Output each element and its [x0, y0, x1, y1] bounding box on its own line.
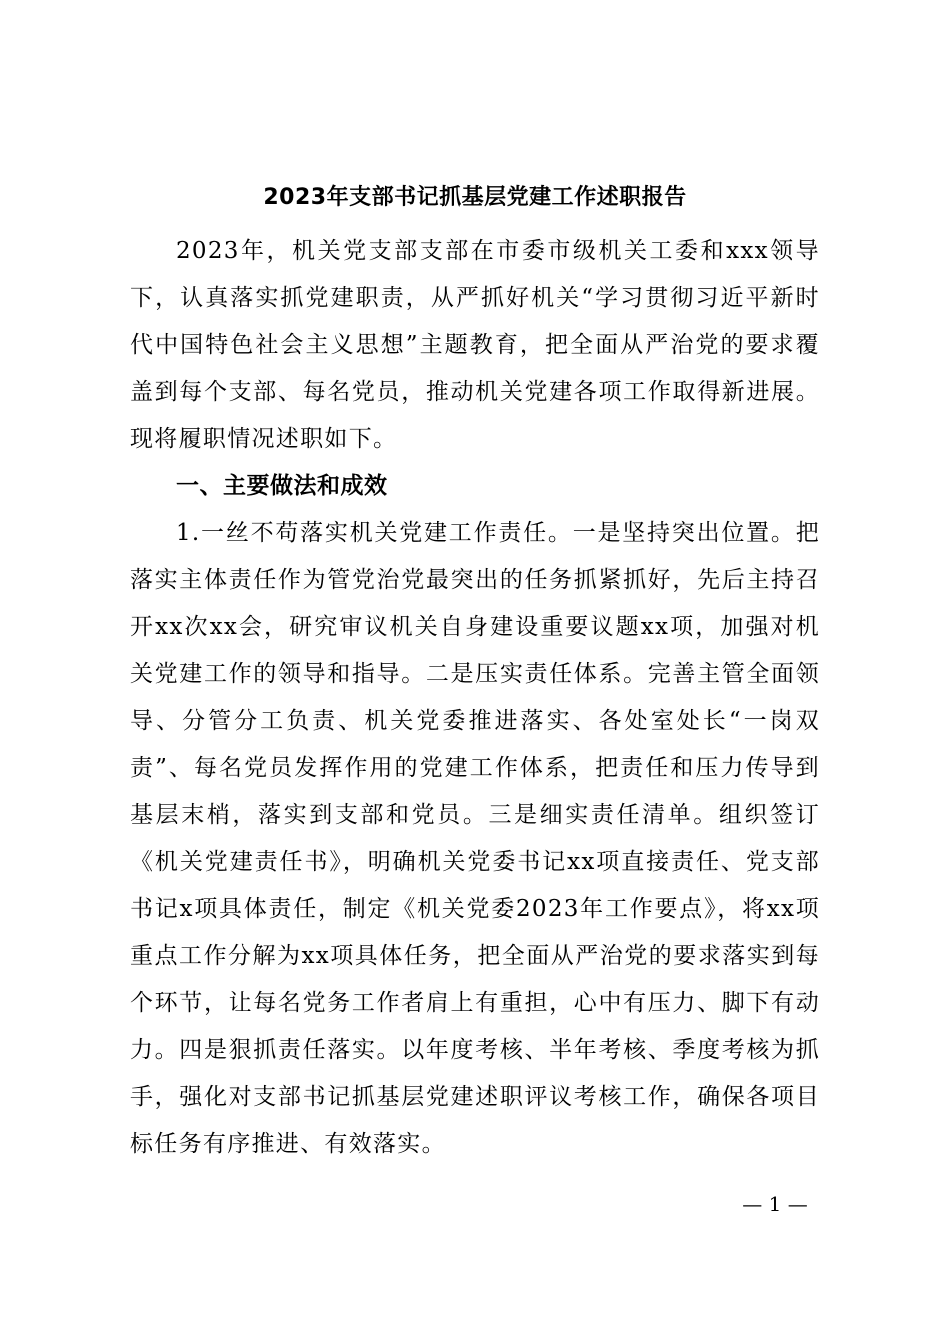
- section-heading: 一、主要做法和成效: [176, 473, 388, 499]
- section-paragraph: 1.一丝不苟落实机关党建工作责任。一是坚持突出位置。把落实主体责任作为管党治党最突出的任务抓紧抓好，先后主持召开xx次xx会，研究审议机关自身建设重要议题xx项，加强对机关党建工作的领导和指导。二是压实责任体系。完善主管全面领导、分管分工负责、机关党委推进落实、各处室处长“一岗双责”、每名党员发挥作用的党建工作体系，把责任和压力传导到基层末梢，落实到支部和党员。三是细实责任清单。组织签订《机关党建责任书》，明确机关党委书记xx项直接责任、党支部书记x项具体责任，制定《机关党委2023年工作要点》，将xx项重点工作分解为xx项具体任务，把全面从严治党的要求落实到每个环节，让每名党务工作者肩上有重担，心中有压力、脚下有动力。四是狠抓责任落实。以年度考核、半年考核、季度考核为抓手，强化对支部书记抓基层党建述职评议考核工作，确保各项目标任务有序推进、有效落实。: [130, 520, 820, 1157]
- intro-paragraph: 2023年，机关党支部支部在市委市级机关工委和xxx领导下，认真落实抓党建职责，从严抓好机关“学习贯彻习近平新时代中国特色社会主义思想”主题教育，把全面从严治党的要求覆盖到每个支部、每名党员，推动机关党建各项工作取得新进展。现将履职情况述职如下。: [130, 238, 820, 452]
- page-number: — 1 —: [742, 1192, 808, 1216]
- document-body: [130, 228, 820, 1168]
- document-title: 2023年支部书记抓基层党建工作述职报告: [263, 185, 687, 210]
